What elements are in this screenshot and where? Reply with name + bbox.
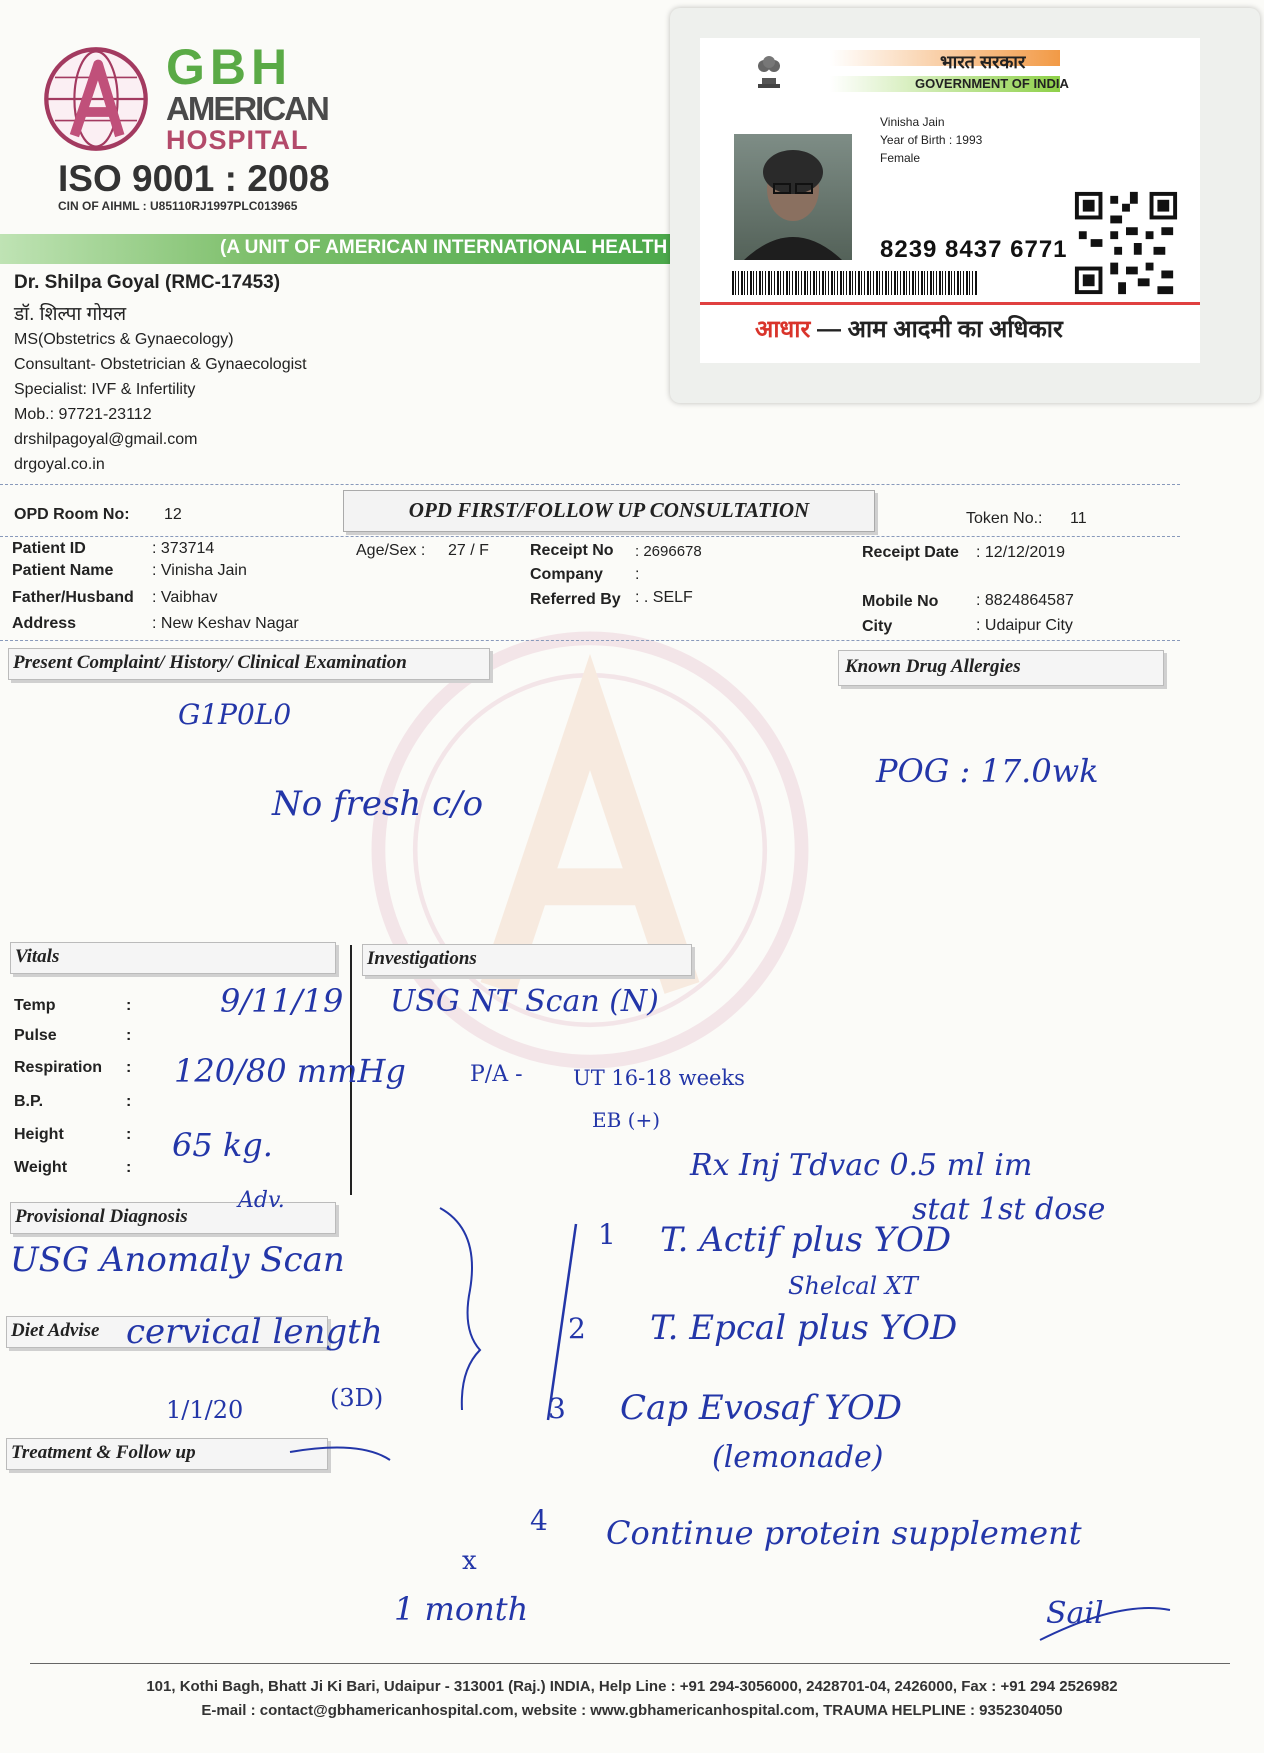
aadhaar-gov-title: GOVERNMENT OF INDIA [915, 76, 1069, 91]
hw-pa: P/A - [470, 1062, 523, 1087]
vital-colon: : [126, 1027, 132, 1044]
hw-rx-inj: Rx Inj Tdvac 0.5 ml im [690, 1148, 1033, 1183]
hw-date-lmp: 9/11/19 [220, 982, 344, 1020]
brand-hospital: HOSPITAL [166, 125, 309, 155]
doctor-email: drshilpagoyal@gmail.com [14, 431, 198, 448]
opd-room-label: OPD Room No: [14, 506, 130, 523]
hw-usg-nt: USG NT Scan (N) [390, 984, 659, 1019]
token-label: Token No.: [966, 510, 1043, 527]
vital-colon: : [126, 1093, 132, 1110]
vital-colon: : [126, 1059, 132, 1076]
footer-contact: E-mail : contact@gbhamericanhospital.com, website : www.gbhamericanhospital.com, TRAUMA HELPLINE : 9352304050 [201, 1702, 1063, 1719]
aadhaar-hindi-title: भारत सरकार [940, 52, 1026, 72]
receipt-date-value: : 12/12/2019 [976, 544, 1065, 561]
city-label: City [862, 618, 893, 635]
footer-divider [30, 1663, 1230, 1664]
referred-value: : . SELF [635, 589, 693, 606]
opd-room-value: 12 [164, 506, 182, 523]
aadhaar-slogan-red: आधार [755, 316, 811, 343]
patient-name-label: Patient Name [12, 562, 114, 579]
hw-one-month: 1 month [394, 1590, 529, 1628]
doctor-name: Dr. Shilpa Goyal (RMC-17453) [14, 272, 281, 293]
hw-shelcal: Shelcal XT [788, 1272, 918, 1300]
vital-respiration-label: Respiration [14, 1059, 103, 1076]
cin-number: CIN OF AIHML : U85110RJ1997PLC013965 [58, 199, 298, 213]
vital-colon: : [126, 997, 132, 1014]
address-value: : New Keshav Nagar [152, 615, 299, 632]
doctor-mobile: Mob.: 97721-23112 [14, 406, 152, 423]
doctor-role: Consultant- Obstetrician & Gynaecologist [14, 356, 307, 373]
hw-date-follow: 1/1/20 [166, 1396, 244, 1424]
hw-cervical: cervical length [126, 1312, 383, 1352]
hw-rx2-num: 2 [568, 1312, 586, 1345]
opd-title: OPD FIRST/FOLLOW UP CONSULTATION [408, 498, 810, 522]
mobile-value: : 8824864587 [976, 592, 1074, 609]
referred-label: Referred By [530, 591, 621, 608]
hw-rx4: Continue protein supplement [606, 1514, 1082, 1552]
diet-title: Diet Advise [11, 1320, 100, 1341]
address-label: Address [12, 615, 77, 632]
receipt-label: Receipt No [530, 542, 614, 559]
company-label: Company [530, 566, 603, 583]
investigations-title: Investigations [367, 948, 477, 969]
doctor-website: drgoyal.co.in [14, 456, 105, 473]
hw-usg-anomaly: USG Anomaly Scan [10, 1240, 345, 1280]
vital-pulse-label: Pulse [14, 1027, 57, 1044]
vital-temp-label: Temp [14, 997, 56, 1014]
patient-id-label: Patient ID [12, 540, 86, 557]
company-value: : [635, 566, 640, 583]
receipt-date-label: Receipt Date [862, 544, 959, 561]
aadhaar-slogan-rest: — आम आदमी का अधिकार [810, 316, 1063, 343]
age-value: 27 / F [448, 542, 489, 559]
aadhaar-number: 8239 8437 6771 [880, 236, 1068, 263]
vitals-title: Vitals [15, 946, 60, 967]
hw-bp: 120/80 mmHg [174, 1052, 406, 1090]
hw-rx1: T. Actif plus YOD [660, 1220, 952, 1260]
doctor-specialist: Specialist: IVF & Infertility [14, 381, 196, 398]
doctor-degree: MS(Obstetrics & Gynaecology) [14, 331, 234, 348]
age-label: Age/Sex : [356, 542, 426, 559]
hw-weight: 65 kg. [172, 1126, 273, 1164]
card-holder-name: Vinisha Jain [880, 115, 945, 129]
receipt-value: : 2696678 [635, 543, 702, 560]
hw-rx3: Cap Evosaf YOD [620, 1388, 903, 1428]
hw-rx3-num: 3 [548, 1392, 566, 1425]
hw-gravida: G1P0L0 [178, 698, 292, 731]
hw-signature: Sail [1046, 1596, 1104, 1631]
allergies-title: Known Drug Allergies [845, 656, 1021, 677]
hw-rx4-num: 4 [530, 1504, 548, 1537]
mobile-label: Mobile No [862, 593, 939, 610]
hw-x: x [462, 1546, 477, 1576]
hw-no-fresh: No fresh c/o [272, 784, 484, 824]
diagnosis-title: Provisional Diagnosis [15, 1206, 188, 1227]
card-yob: Year of Birth : 1993 [880, 133, 983, 147]
vital-colon: : [126, 1126, 132, 1143]
doctor-name-hindi: डॉ. शिल्पा गोयल [14, 304, 127, 325]
vital-bp-label: B.P. [14, 1093, 44, 1110]
hw-rx1-num: 1 [598, 1218, 616, 1251]
patient-id-value: : 373714 [152, 540, 215, 557]
city-value: : Udaipur City [976, 617, 1073, 634]
hw-3d: (3D) [330, 1384, 384, 1412]
brand-american: AMERICAN [166, 90, 328, 127]
unit-band-text: (A UNIT OF AMERICAN INTERNATIONAL HEALTH [220, 237, 668, 258]
hw-lemonade: (lemonade) [712, 1440, 884, 1475]
token-value: 11 [1070, 510, 1087, 527]
card-gender: Female [880, 151, 921, 165]
vital-colon: : [126, 1159, 132, 1176]
father-label: Father/Husband [12, 589, 134, 606]
treatment-title: Treatment & Follow up [11, 1442, 196, 1463]
father-value: : Vaibhav [152, 589, 218, 606]
vital-height-label: Height [14, 1126, 64, 1143]
patient-name-value: : Vinisha Jain [152, 562, 247, 579]
footer-address: 101, Kothi Bagh, Bhatt Ji Ki Bari, Udaipur - 313001 (Raj.) INDIA, Help Line : +91 294-3056000, 2428701-04, 2426000, Fax : +91 294 2526982 [146, 1678, 1118, 1695]
brand-gbh: GBH [166, 39, 293, 95]
hw-ut: UT 16-18 weeks [573, 1066, 745, 1090]
hw-adv: Adv. [238, 1188, 285, 1213]
hw-pog: POG : 17.0wk [876, 752, 1099, 790]
complaint-title: Present Complaint/ History/ Clinical Examination [13, 652, 407, 673]
iso-certification: ISO 9001 : 2008 [58, 158, 330, 199]
hw-rx-stat: stat 1st dose [912, 1192, 1106, 1227]
vital-weight-label: Weight [14, 1159, 68, 1176]
hw-rx2: T. Epcal plus YOD [650, 1308, 958, 1348]
hw-eb: EB (+) [592, 1108, 661, 1132]
